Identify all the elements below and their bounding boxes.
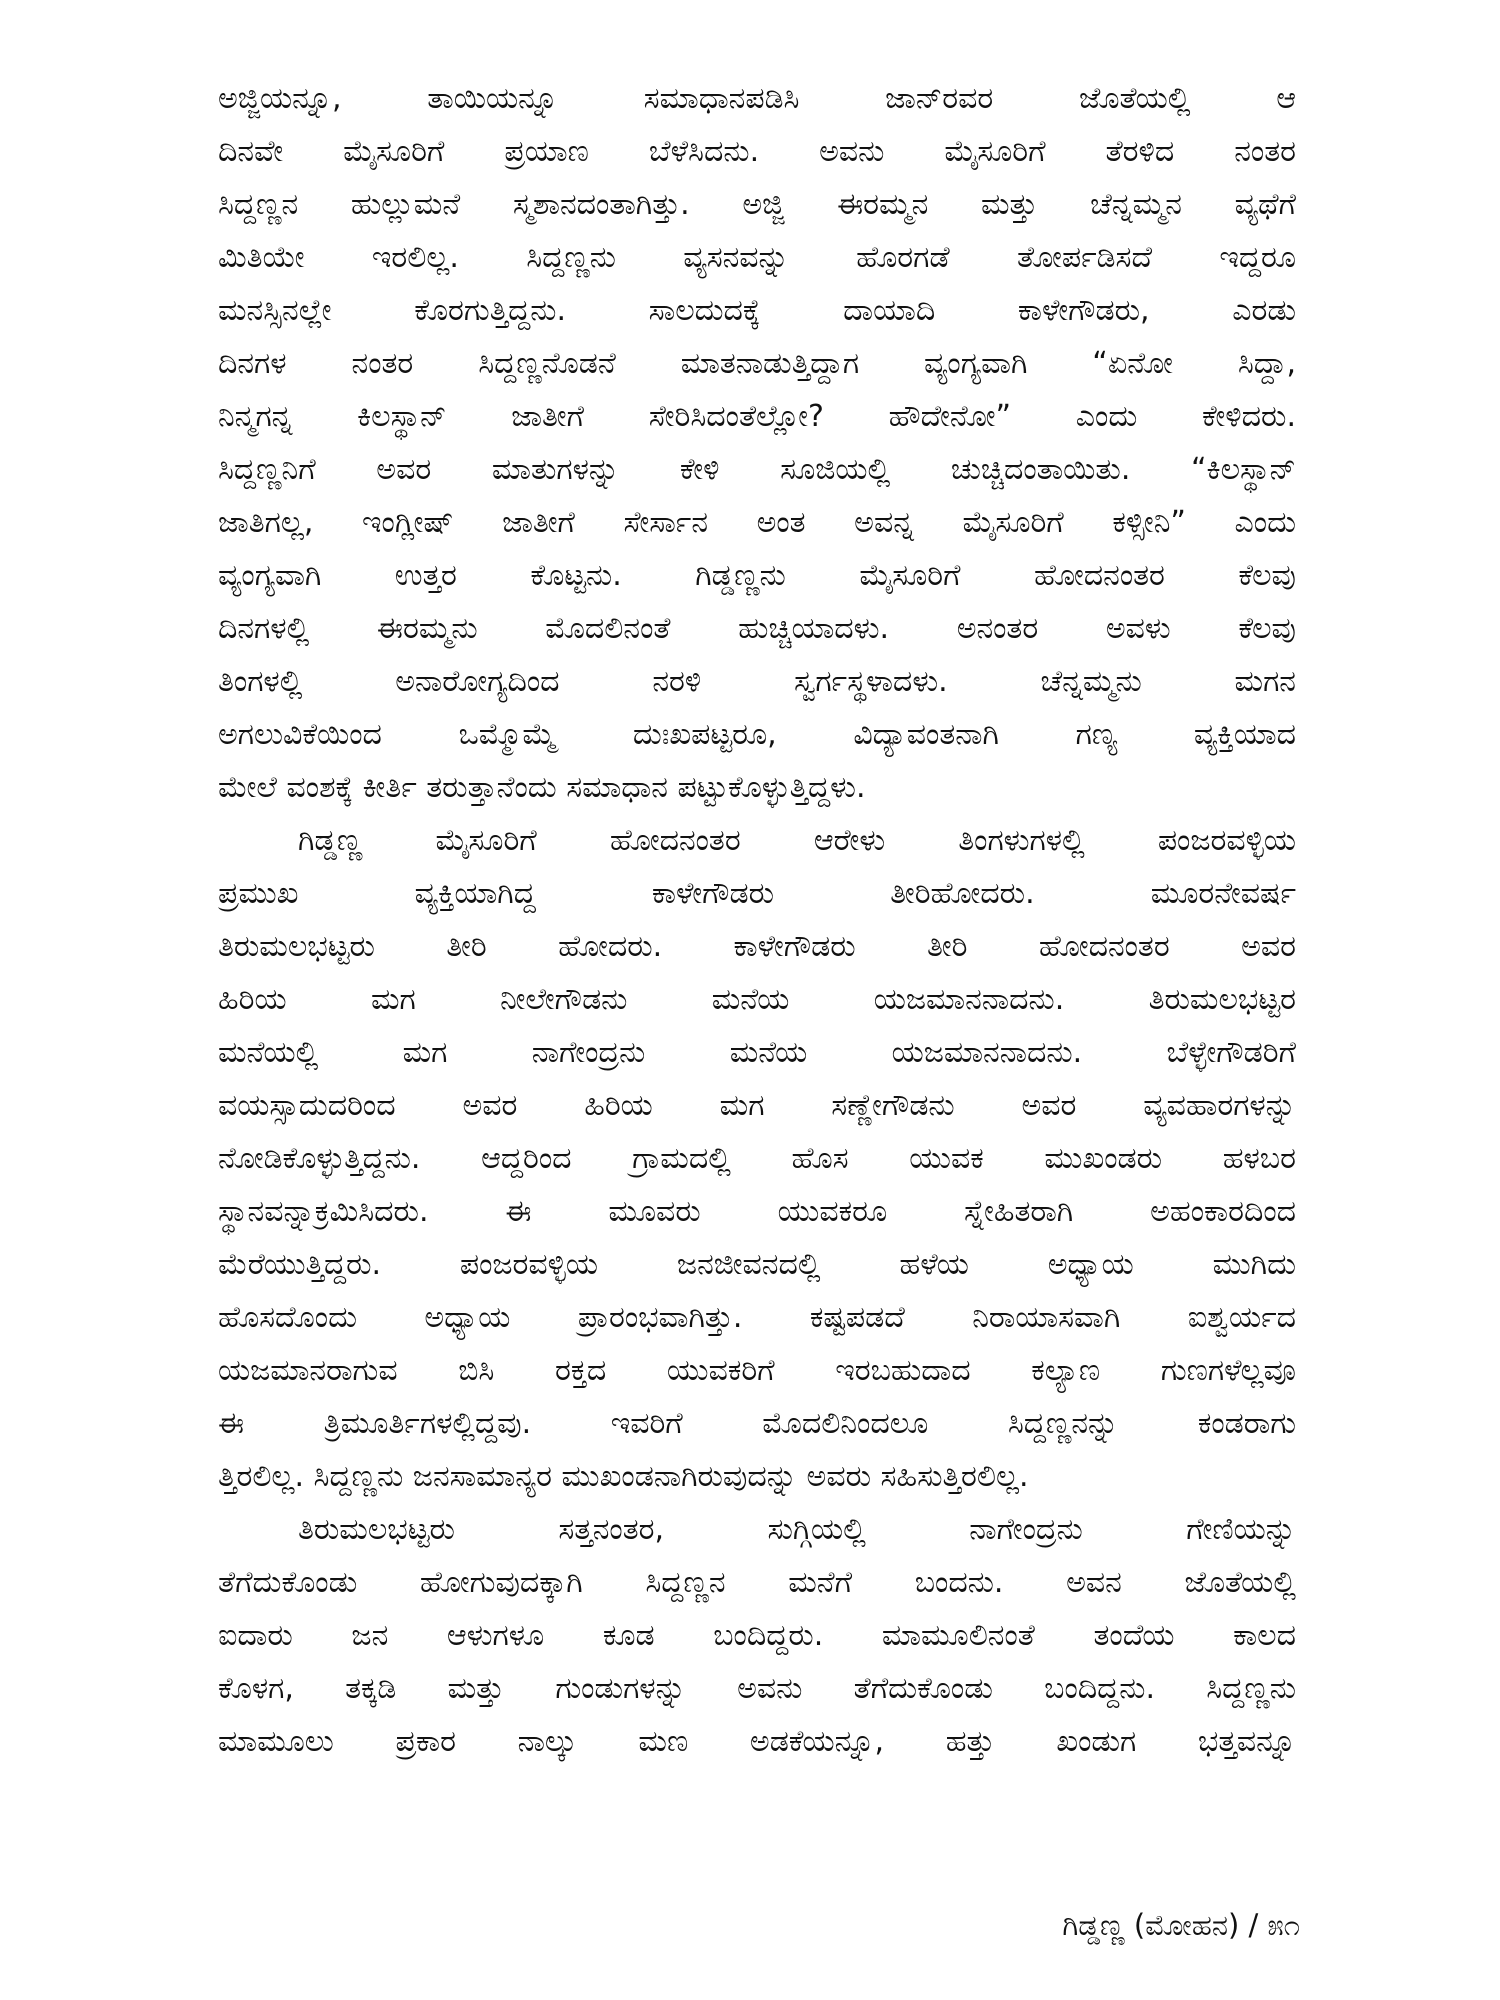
text-line: ನಿನ್ಮಗನ್ನ ಕಿಲಸ್ಥಾನ್ ಜಾತೀಗೆ ಸೇರಿಸಿದಂತೆಲ್ಲೋ? ಹೌದೇನೋ” ಎಂದು ಕೇಳಿದರು. (218, 399, 1296, 434)
text-line: ತೆಗೆದುಕೊಂಡು ಹೋಗುವುದಕ್ಕಾಗಿ ಸಿದ್ದಣ್ಣನ ಮನೆಗೆ ಬಂದನು. ಅವನ ಜೊತೆಯಲ್ಲಿ (218, 1565, 1296, 1600)
text-line: ಪ್ರಮುಖ ವ್ಯಕ್ತಿಯಾಗಿದ್ದ ಕಾಳೇಗೌಡರು ತೀರಿಹೋದರು. ಮೂರನೇವರ್ಷ (218, 876, 1296, 911)
text-line: ಜಾತಿಗಲ್ಲ, ಇಂಗ್ಲೀಷ್ ಜಾತೀಗೆ ಸೇರ್ಸಾನ ಅಂತ ಅವನ್ನ ಮೈಸೂರಿಗೆ ಕಳ್ಸೀನಿ” ಎಂದು (218, 505, 1296, 540)
paragraph-start-line: ತಿರುಮಲಭಟ್ಟರು ಸತ್ತನಂತರ, ಸುಗ್ಗಿಯಲ್ಲಿ ನಾಗೇಂದ್ರನು ಗೇಣಿಯನ್ನು (298, 1512, 1296, 1547)
page-footer (850, 1900, 1300, 1950)
text-line: ಹೊಸದೊಂದು ಅಧ್ಯಾಯ ಪ್ರಾರಂಭವಾಗಿತ್ತು. ಕಷ್ಟಪಡದೆ ನಿರಾಯಾಸವಾಗಿ ಐಶ್ವರ್ಯದ (218, 1300, 1296, 1335)
text-line: ಕೊಳಗ, ತಕ್ಕಡಿ ಮತ್ತು ಗುಂಡುಗಳನ್ನು ಅವನು ತೆಗೆದುಕೊಂಡು ಬಂದಿದ್ದನು. ಸಿದ್ದಣ್ಣನು (218, 1671, 1296, 1706)
text-line: ನೋಡಿಕೊಳ್ಳುತ್ತಿದ್ದನು. ಆದ್ದರಿಂದ ಗ್ರಾಮದಲ್ಲಿ ಹೊಸ ಯುವಕ ಮುಖಂಡರು ಹಳಬರ (218, 1141, 1296, 1176)
text-line: ಸಿದ್ದಣ್ಣನ ಹುಲ್ಲುಮನೆ ಸ್ಮಶಾನದಂತಾಗಿತ್ತು. ಅಜ್ಜಿ ಈರಮ್ಮನ ಮತ್ತು ಚೆನ್ನಮ್ಮನ ವ್ಯಥೆಗೆ (218, 187, 1296, 222)
text-line: ಮೇಲೆ ವಂಶಕ್ಕೆ ಕೀರ್ತಿ ತರುತ್ತಾನೆಂದು ಸಮಾಧಾನ ಪಟ್ಟುಕೊಳ್ಳುತ್ತಿದ್ದಳು. (218, 770, 866, 805)
text-line: ಹಿರಿಯ ಮಗ ನೀಲೇಗೌಡನು ಮನೆಯ ಯಜಮಾನನಾದನು. ತಿರುಮಲಭಟ್ಟರ (218, 982, 1296, 1017)
paragraph-start-line: ಗಿಡ್ಡಣ್ಣ ಮೈಸೂರಿಗೆ ಹೋದನಂತರ ಆರೇಳು ತಿಂಗಳುಗಳಲ್ಲಿ ಪಂಜರವಳ್ಳಿಯ (298, 823, 1296, 858)
text-line: ಅಜ್ಜಿಯನ್ನೂ, ತಾಯಿಯನ್ನೂ ಸಮಾಧಾನಪಡಿಸಿ ಜಾನ್‌ರವರ ಜೊತೆಯಲ್ಲಿ ಆ (218, 81, 1296, 116)
text-line: ಅಗಲುವಿಕೆಯಿಂದ ಒಮ್ಮೊಮ್ಮೆ ದುಃಖಪಟ್ಟರೂ, ವಿದ್ಯಾವಂತನಾಗಿ ಗಣ್ಯ ವ್ಯಕ್ತಿಯಾದ (218, 717, 1296, 752)
text-line: ದಿನಗಳ ನಂತರ ಸಿದ್ದಣ್ಣನೊಡನೆ ಮಾತನಾಡುತ್ತಿದ್ದಾಗ ವ್ಯಂಗ್ಯವಾಗಿ “ಏನೋ ಸಿದ್ದಾ, (218, 346, 1296, 381)
text-line: ಮನೆಯಲ್ಲಿ ಮಗ ನಾಗೇಂದ್ರನು ಮನೆಯ ಯಜಮಾನನಾದನು. ಬೆಳ್ಳೇಗೌಡರಿಗೆ (218, 1035, 1296, 1070)
body-text (218, 72, 1296, 1768)
text-line: ವ್ಯಂಗ್ಯವಾಗಿ ಉತ್ತರ ಕೊಟ್ಟನು. ಗಿಡ್ಡಣ್ಣನು ಮೈಸೂರಿಗೆ ಹೋದನಂತರ ಕೆಲವು (218, 558, 1296, 593)
text-line: ಸ್ಥಾನವನ್ನಾಕ್ರಮಿಸಿದರು. ಈ ಮೂವರು ಯುವಕರೂ ಸ್ನೇಹಿತರಾಗಿ ಅಹಂಕಾರದಿಂದ (218, 1194, 1296, 1229)
text-line: ದಿನವೇ ಮೈಸೂರಿಗೆ ಪ್ರಯಾಣ ಬೆಳೆಸಿದನು. ಅವನು ಮೈಸೂರಿಗೆ ತೆರಳಿದ ನಂತರ (218, 134, 1296, 169)
text-line: ತ್ತಿರಲಿಲ್ಲ. ಸಿದ್ದಣ್ಣನು ಜನಸಾಮಾನ್ಯರ ಮುಖಂಡನಾಗಿರುವುದನ್ನು ಅವರು ಸಹಿಸುತ್ತಿರಲಿಲ್ಲ. (218, 1459, 1029, 1494)
text-line: ಮೆರೆಯುತ್ತಿದ್ದರು. ಪಂಜರವಳ್ಳಿಯ ಜನಜೀವನದಲ್ಲಿ ಹಳೆಯ ಅಧ್ಯಾಯ ಮುಗಿದು (218, 1247, 1296, 1282)
text-line: ತಿರುಮಲಭಟ್ಟರು ತೀರಿ ಹೋದರು. ಕಾಳೇಗೌಡರು ತೀರಿ ಹೋದನಂತರ ಅವರ (218, 929, 1296, 964)
text-line: ಮನಸ್ಸಿನಲ್ಲೇ ಕೊರಗುತ್ತಿದ್ದನು. ಸಾಲದುದಕ್ಕೆ ದಾಯಾದಿ ಕಾಳೇಗೌಡರು, ಎರಡು (218, 293, 1296, 328)
text-line: ಮಿತಿಯೇ ಇರಲಿಲ್ಲ. ಸಿದ್ದಣ್ಣನು ವ್ಯಸನವನ್ನು ಹೊರಗಡೆ ತೋರ್ಪಡಿಸದೆ ಇದ್ದರೂ (218, 240, 1296, 275)
text-line: ದಿನಗಳಲ್ಲಿ ಈರಮ್ಮನು ಮೊದಲಿನಂತೆ ಹುಚ್ಚಿಯಾದಳು. ಅನಂತರ ಅವಳು ಕೆಲವು (218, 611, 1296, 646)
text-line: ವಯಸ್ಸಾದುದರಿಂದ ಅವರ ಹಿರಿಯ ಮಗ ಸಣ್ಣೇಗೌಡನು ಅವರ ವ್ಯವಹಾರಗಳನ್ನು (218, 1088, 1296, 1123)
text-line: ಯಜಮಾನರಾಗುವ ಬಿಸಿ ರಕ್ತದ ಯುವಕರಿಗೆ ಇರಬಹುದಾದ ಕಲ್ಯಾಣ ಗುಣಗಳೆಲ್ಲವೂ (218, 1353, 1296, 1388)
text-line: ಈ ತ್ರಿಮೂರ್ತಿಗಳಲ್ಲಿದ್ದವು. ಇವರಿಗೆ ಮೊದಲಿನಿಂದಲೂ ಸಿದ್ದಣ್ಣನನ್ನು ಕಂಡರಾಗು (218, 1406, 1296, 1441)
text-line: ಮಾಮೂಲು ಪ್ರಕಾರ ನಾಲ್ಕು ಮಣ ಅಡಕೆಯನ್ನೂ, ಹತ್ತು ಖಂಡುಗ ಭತ್ತವನ್ನೂ (218, 1724, 1296, 1759)
running-title-page-number: ಗಿಡ್ಡಣ್ಣ (ಮೋಹನ) / ೫೧ (1062, 1908, 1300, 1942)
text-line: ಐದಾರು ಜನ ಆಳುಗಳೂ ಕೂಡ ಬಂದಿದ್ದರು. ಮಾಮೂಲಿನಂತೆ ತಂದೆಯ ಕಾಲದ (218, 1618, 1296, 1653)
text-line: ತಿಂಗಳಲ್ಲಿ ಅನಾರೋಗ್ಯದಿಂದ ನರಳಿ ಸ್ವರ್ಗಸ್ಥಳಾದಳು. ಚೆನ್ನಮ್ಮನು ಮಗನ (218, 664, 1296, 699)
text-line: ಸಿದ್ದಣ್ಣನಿಗೆ ಅವರ ಮಾತುಗಳನ್ನು ಕೇಳಿ ಸೂಜಿಯಲ್ಲಿ ಚುಚ್ಚಿದಂತಾಯಿತು. “ಕಿಲಸ್ಥಾನ್ (218, 452, 1296, 487)
